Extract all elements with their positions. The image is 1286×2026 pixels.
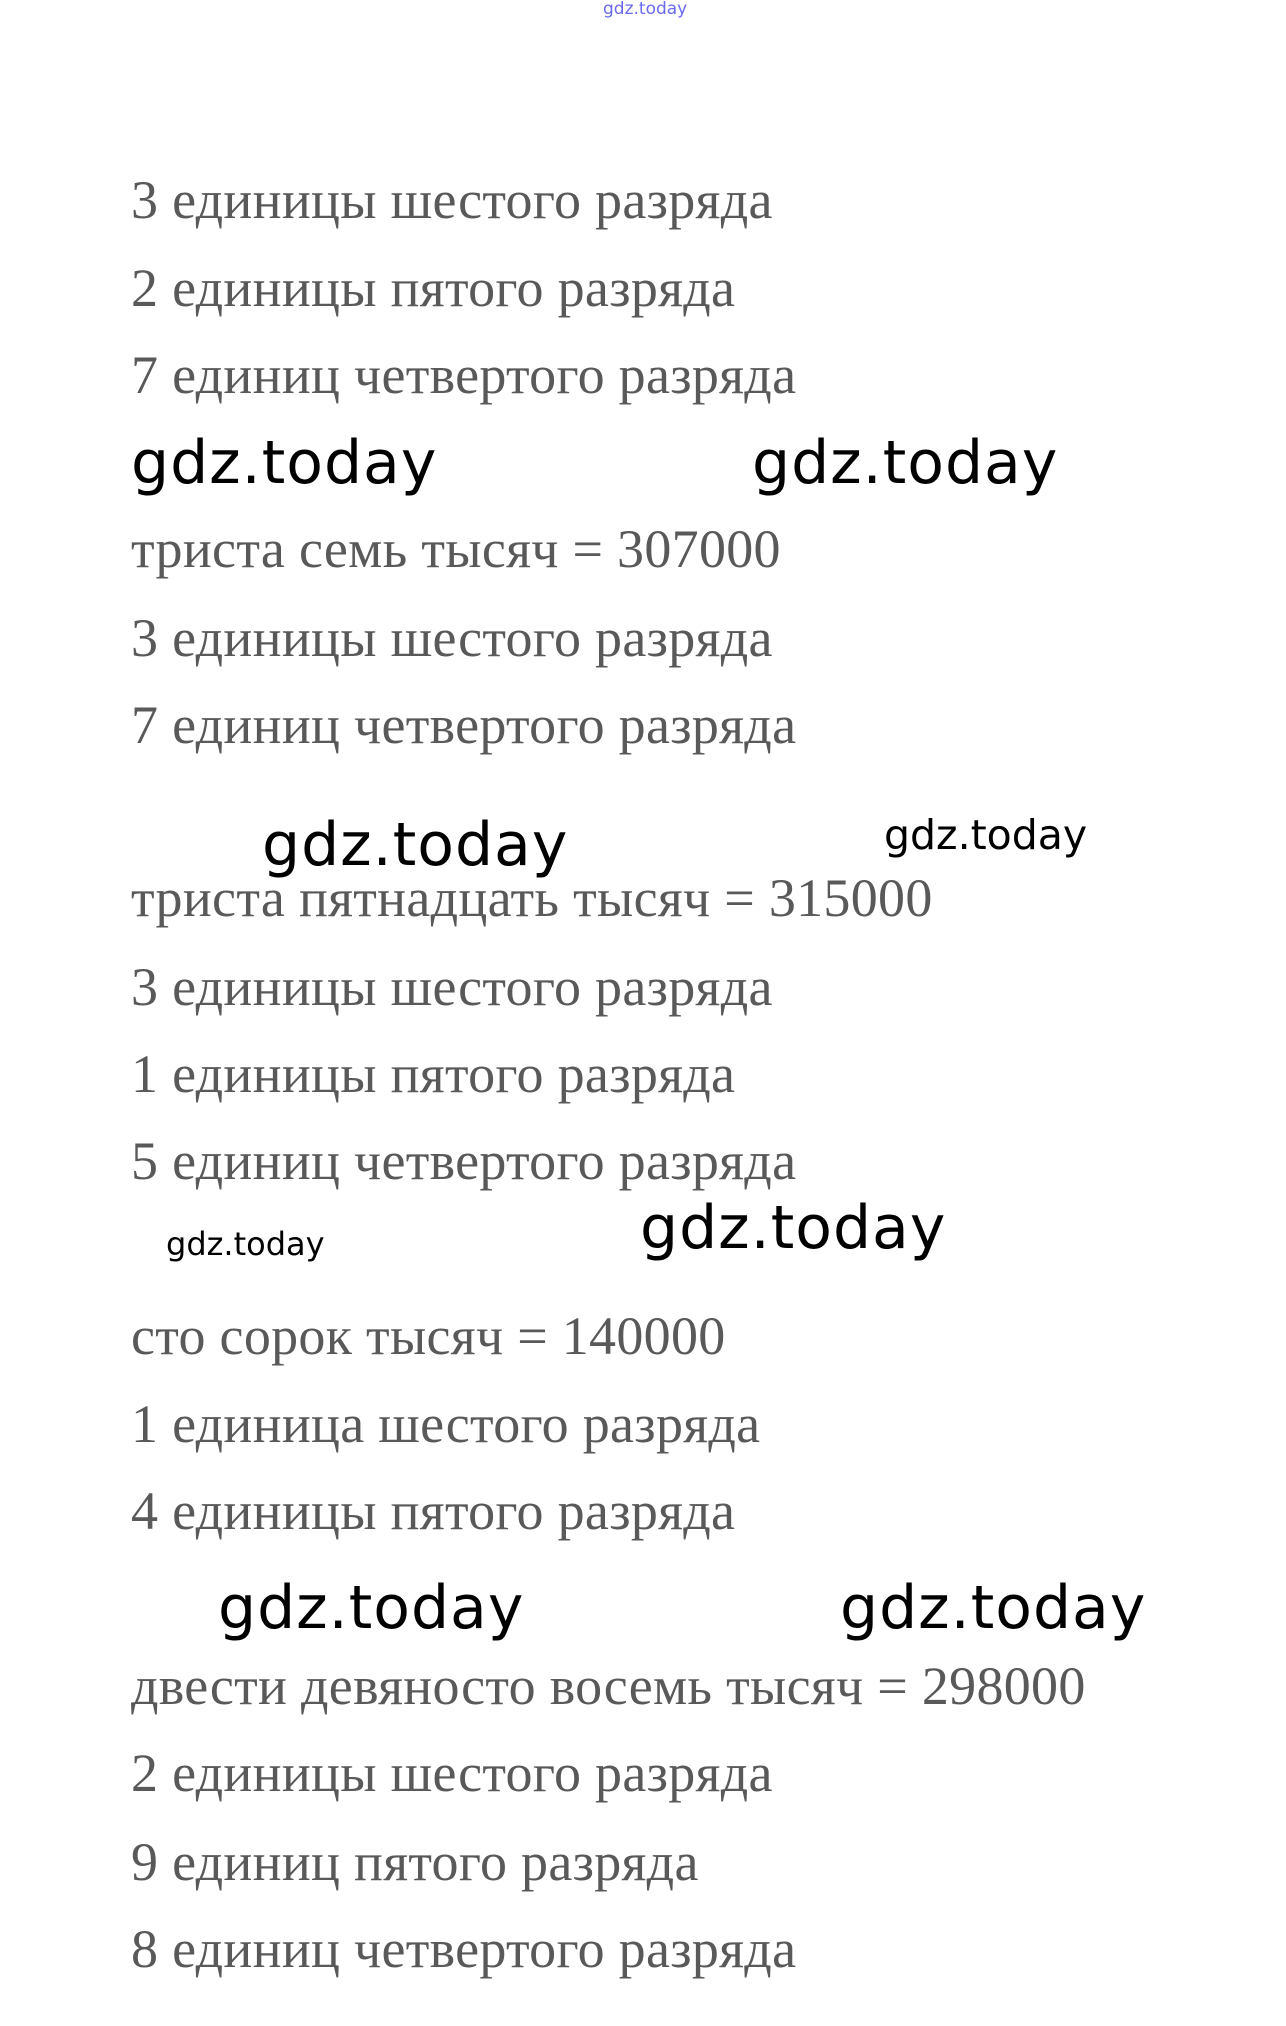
watermark: gdz.today [131,428,438,498]
watermark: gdz.today [166,1225,325,1263]
text-line: двести девяносто восемь тысяч = 298000 [131,1656,1086,1716]
text-line: 3 единицы шестого разряда [131,170,773,230]
text-line: триста семь тысяч = 307000 [131,519,781,579]
text-line: 5 единиц четвертого разряда [131,1131,797,1191]
watermark: gdz.today [884,811,1088,859]
text-line: 9 единиц пятого разряда [131,1832,699,1892]
text-line: 1 единица шестого разряда [131,1394,761,1454]
text-line: 2 единицы пятого разряда [131,258,736,318]
text-line: 1 единицы пятого разряда [131,1044,736,1104]
text-line: 7 единиц четвертого разряда [131,345,797,405]
watermark: gdz.today [218,1573,525,1643]
text-line: 4 единицы пятого разряда [131,1481,736,1541]
text-line: сто сорок тысяч = 140000 [131,1306,726,1366]
watermark: gdz.today [752,428,1059,498]
watermark: gdz.today [262,810,569,880]
text-line: 2 единицы шестого разряда [131,1743,773,1803]
text-line: 7 единиц четвертого разряда [131,695,797,755]
watermark: gdz.today [640,1193,947,1263]
watermark: gdz.today [840,1573,1147,1643]
watermark-top: gdz.today [603,0,688,19]
text-line: 3 единицы шестого разряда [131,608,773,668]
text-line: триста пятнадцать тысяч = 315000 [131,868,933,928]
text-line: 8 единиц четвертого разряда [131,1919,797,1979]
text-line: 3 единицы шестого разряда [131,957,773,1017]
